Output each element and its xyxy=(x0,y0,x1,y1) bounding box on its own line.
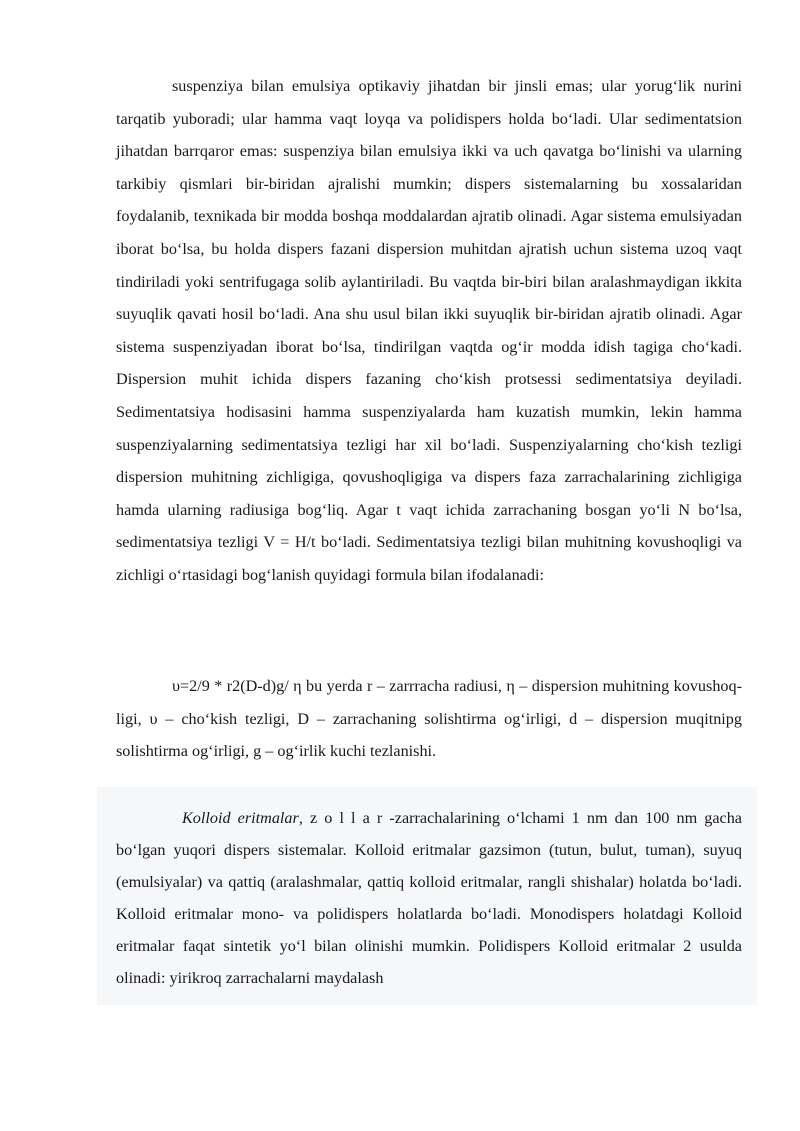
paragraph-sedimentation: suspenziya bilan emulsiya optikaviy jihatdan bir jinsli emas; ular yorug‘lik nurini tarqatib yuboradi; ular hamma vaqt loyqa va polidispers holda bo‘ladi. Ular sedimentatsion jihatdan barrqaror emas: suspenziya bilan emulsiya ikki va uch qavatga bo‘linishi va ularning tarkibiy qismlari bir-biridan ajralishi mumkin; dispers sistemalarning bu xossalaridan foydalanib, texnikada bir modda boshqa moddalardan ajratib olinadi. Agar sistema emulsiyadan iborat bo‘lsa, bu holda dispers fazani dispersion muhitdan ajratish uchun sistema uzoq vaqt tindiriladi yoki sentrifugaga solib aylantiriladi. Bu vaqtda bir-biri bilan aralashmaydigan ikkita suyuqlik qavati hosil bo‘ladi. Ana shu usul bilan ikki suyuqlik bir-biridan ajratib olinadi. Agar sistema suspenziyadan iborat bo‘lsa, tindirilgan vaqtda og‘ir modda idish tagiga cho‘kadi. Dispersion muhit ichida dispers fazaning cho‘kish protsessi sedimentatsiya deyiladi. Sedimentatsiya hodisasini hamma suspenziyalarda ham kuzatish mumkin, lekin hamma suspenziyalarning sedimentatsiya tezligi har xil bo‘ladi. Suspenziyalarning cho‘kish tezligi dispersion muhitning zichligiga, qovushoqligiga va dispers faza zarrachalarining zichligiga hamda ularning radiusiga bog‘liq. Agar t vaqt ichida zarrachaning bosgan yo‘li N bo‘lsa, sedimentatsiya tezligi V = H/t bo‘ladi. Sedimentatsiya tezligi bilan muhitning kovushoqligi va zichligi o‘rtasidagi bog‘lanish quyidagi formula bilan ifodalanadi: xyxy=(116,77,742,584)
paragraph-colloid-body: , z o l l a r -zarrachalarining o‘lchami 1 nm dan 100 nm gacha bo‘lgan yuqori dispers sistemalar. Kolloid eritmalar gazsimon (tutun, bulut, tuman), suyuq (emulsiyalar) va qattiq (aralashmalar, qattiq kolloid eritmalar, rangli shishalar) holatda bo‘ladi. Kolloid eritmalar mono- va polidispers holatlarda bo‘ladi. Monodispers holatdagi Kolloid eritmalar faqat sintetik yo‘l bilan olinishi mumkin. Polidispers Kolloid eritmalar 2 usulda olinadi: yirikroq zarrachalarni maydalash xyxy=(116,809,742,987)
paragraph-formula: υ=2/9 * r2(D-d)g/ η bu yerda r – zarrracha radiusi, η – dispersion muhitning kovushoq- ligi, υ – cho‘kish tezligi, D – zarrachaning solishtirma og‘irligi, d – dispersion muqitnipg solishtirma og‘irligi, g – og‘irlik kuchi tezlanishi. xyxy=(116,677,742,761)
term-colloid-solutions: Kolloid eritmalar xyxy=(182,809,299,827)
paragraph-colloid-solutions xyxy=(116,802,742,994)
